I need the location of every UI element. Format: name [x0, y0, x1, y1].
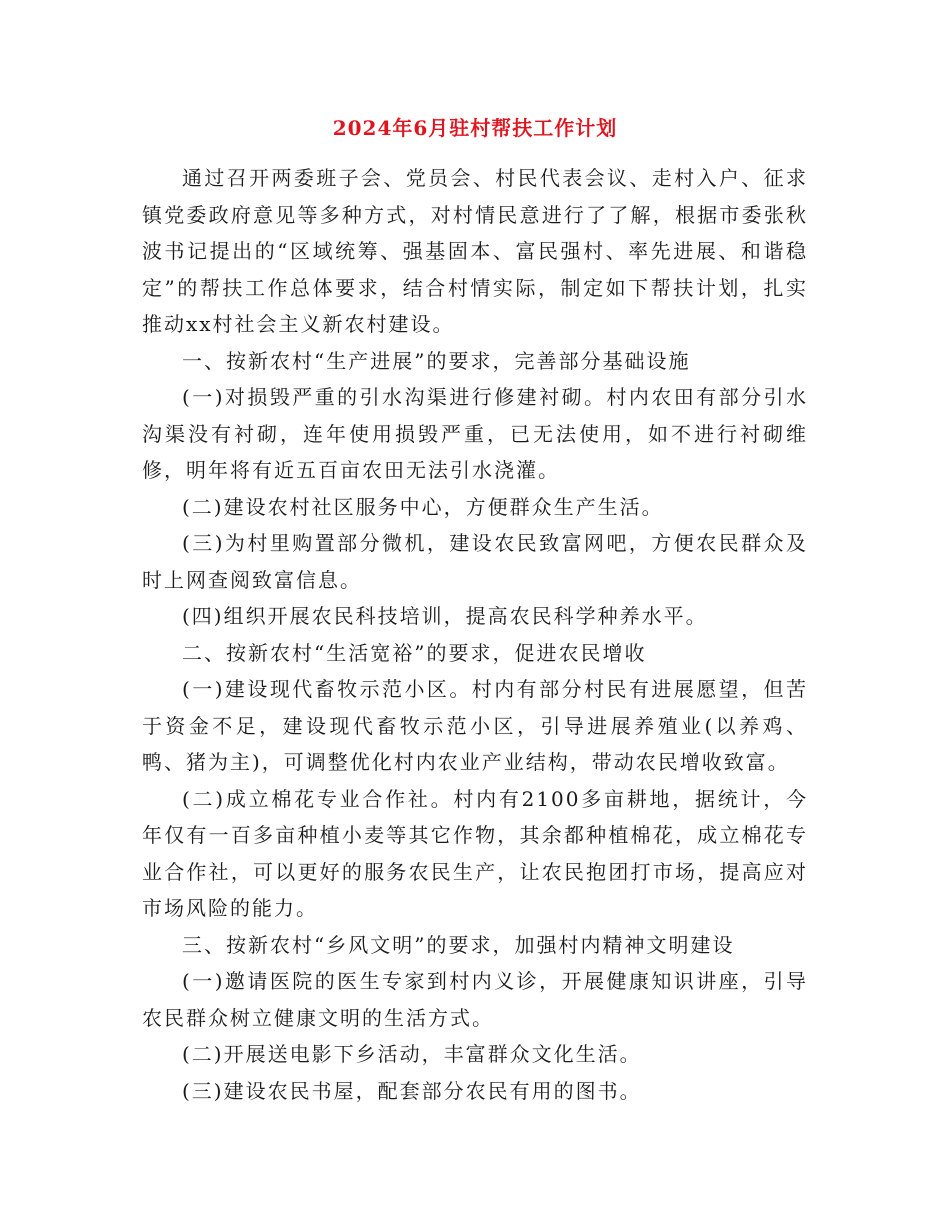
paragraph-1-2: (二)建设农村社区服务中心，方便群众生产生活。 [182, 494, 664, 519]
paragraph-2-2: (二)成立棉花专业合作社。村内有2100多亩耕地，据统计，今年仅有一百多亩种植小麦等其它作物，其余都种植棉花，成立棉花专业合作社，可以更好的服务农民生产，让农民抱团打市场，提高应对市场风险的能力。 [142, 786, 808, 920]
paragraph-1-3: (三)为村里购置部分微机，建设农民致富网吧，方便农民群众及时上网查阅致富信息。 [142, 531, 808, 592]
paragraph-1-1: (一)对损毁严重的引水沟渠进行修建衬砌。村内农田有部分引水沟渠没有衬砌，连年使用损毁严重，已无法使用，如不进行衬砌维修，明年将有近五百亩农田无法引水浇灌。 [142, 385, 808, 482]
paragraph-3-2: (二)开展送电影下乡活动，丰富群众文化生活。 [182, 1042, 642, 1066]
document-title: 2024年6月驻村帮扶工作计划 [332, 116, 618, 140]
section-heading-1: 一、按新农村“生产进展”的要求，完善部分基础设施 [182, 348, 691, 373]
section-heading-2: 二、按新农村“生活宽裕”的要求，促进农民增收 [182, 640, 647, 665]
paragraph-1-4: (四)组织开展农民科技培训，提高农民科学种养水平。 [182, 604, 708, 628]
paragraph-intro: 通过召开两委班子会、党员会、村民代表会议、走村入户、征求镇党委政府意见等多种方式，对村情民意进行了了解，根据市委张秋波书记提出的“区域统筹、强基固本、富民强村、率先进展、和谐稳定”的帮扶工作总体要求，结合村情实际，制定如下帮扶计划，扎实推动xx村社会主义新农村建设。 [142, 166, 808, 336]
paragraph-2-1: (一)建设现代畜牧示范小区。村内有部分村民有进展愿望，但苦于资金不足，建设现代畜牧示范小区，引导进展养殖业(以养鸡、鸭、猪为主)，可调整优化村内农业产业结构，带动农民增收致富。 [142, 677, 808, 774]
paragraph-3-3: (三)建设农民书屋，配套部分农民有用的图书。 [182, 1078, 642, 1103]
paragraph-3-1: (一)邀请医院的医生专家到村内义诊，开展健康知识讲座，引导农民群众树立健康文明的生活方式。 [142, 969, 808, 1030]
section-heading-3: 三、按新农村“乡风文明”的要求，加强村内精神文明建设 [182, 932, 735, 957]
